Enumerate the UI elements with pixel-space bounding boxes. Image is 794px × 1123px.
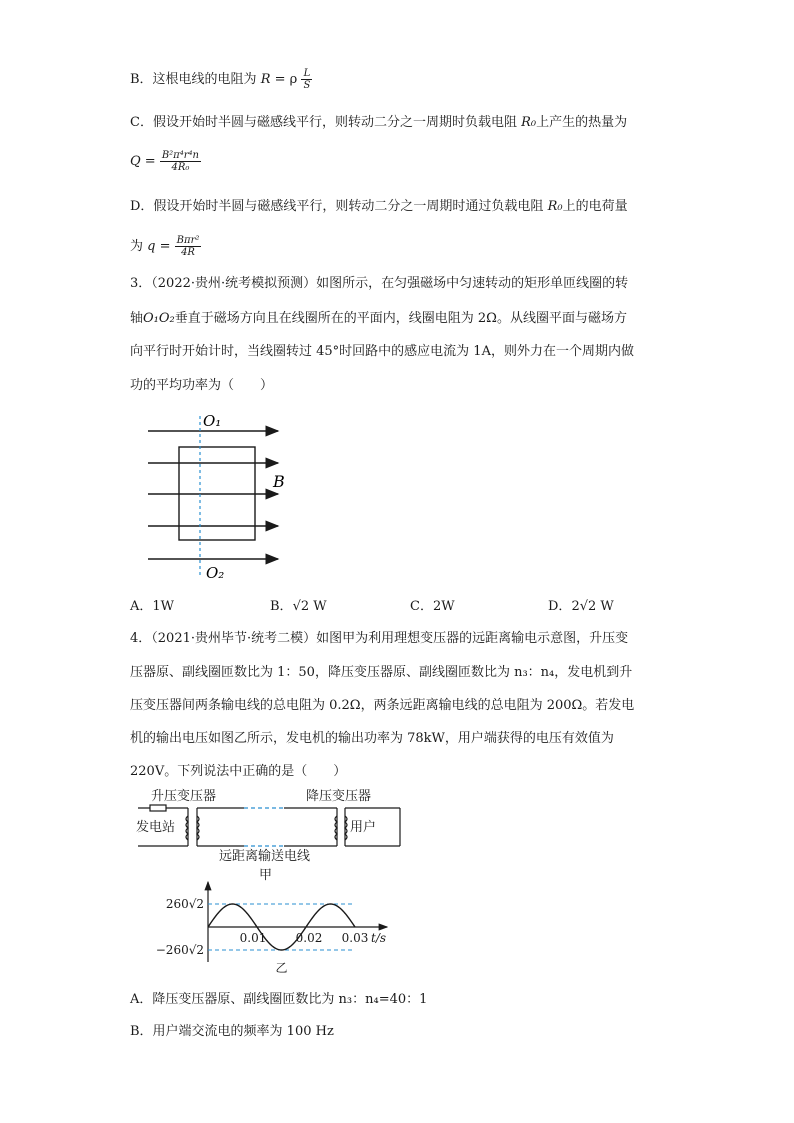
label-step-up: 升压变压器 <box>151 789 217 804</box>
formula-q: Q = <box>130 154 156 169</box>
option-value: 2√2 W <box>571 599 614 614</box>
fraction-denominator: S <box>303 80 311 91</box>
x-tick-0.01: 0.01 <box>239 931 267 945</box>
q4-line5: 220V。下列说法中正确的是（ ） <box>130 764 347 779</box>
q3-line4: 功的平均功率为（ ） <box>130 378 274 393</box>
caption-b: 乙 <box>275 961 288 975</box>
y-tick-max: 260√2 <box>165 897 204 911</box>
label-o2: O₂ <box>206 564 225 582</box>
label-station: 发电站 <box>136 820 176 835</box>
coil-field-figure <box>140 408 300 583</box>
formula-q: q = <box>147 239 171 254</box>
caption-a: 甲 <box>259 868 273 883</box>
option-c-line2 <box>130 150 201 173</box>
q3-option-b[interactable] <box>270 597 327 617</box>
q3-text: 轴 <box>130 311 144 326</box>
axis-symbol: O₁O₂ <box>143 311 175 326</box>
formula-fraction <box>301 68 312 91</box>
option-label: D． <box>548 599 572 614</box>
q3-option-c[interactable] <box>410 597 455 617</box>
q3-line3: 向平行时开始计时，当线圈转过 45°时回路中的感应电流为 1A，则外力在一个周期内做 <box>130 344 634 359</box>
option-value: 1W <box>152 599 175 614</box>
option-c-line1 <box>130 113 627 133</box>
fraction-numerator: B²π⁴r⁴n <box>161 150 199 161</box>
label-line: 远距离输送电线 <box>219 849 311 864</box>
voltage-chart <box>150 880 400 975</box>
formula-fraction <box>175 235 202 258</box>
option-d-prefix: 为 <box>130 239 144 254</box>
q3-line2 <box>130 309 627 329</box>
option-value: √2 W <box>292 599 327 614</box>
q4-option-b[interactable]: B．用户端交流电的频率为 100 Hz <box>130 1024 334 1039</box>
option-value: 2W <box>432 599 455 614</box>
q4-line3: 压变压器间两条输电线的总电阻为 0.2Ω，两条远距离输电线的总电阻为 200Ω。若发电 <box>130 698 635 713</box>
y-tick-min: −260√2 <box>155 943 204 957</box>
fraction-denominator: 4R₀ <box>171 162 190 173</box>
option-d-line2 <box>130 235 201 258</box>
q4-line2: 压器原、副线圈匝数比为 1：50，降压变压器原、副线圈匝数比为 n₃：n₄，发电机到升 <box>130 665 633 680</box>
q3-line1: 3．（2022·贵州·统考模拟预测）如图所示，在匀强磁场中匀速转动的矩形单匝线圈的转 <box>130 276 629 291</box>
x-tick-0.03: 0.03 <box>341 931 369 945</box>
x-tick-0.02: 0.02 <box>295 931 323 945</box>
label-step-down: 降压变压器 <box>306 789 372 804</box>
q4-line1: 4．（2021·贵州毕节·统考二模）如图甲为利用理想变压器的远距离输电示意图，升压变 <box>130 631 629 646</box>
transmission-diagram <box>134 784 409 884</box>
q4-line4: 机的输出电压如图乙所示，发电机的输出功率为 78kW，用户端获得的电压有效值为 <box>130 731 614 746</box>
fraction-denominator: 4R <box>181 247 195 258</box>
x-axis-label: t/s <box>371 931 387 945</box>
fraction-numerator: Bπr² <box>176 235 200 246</box>
q3-text: 垂直于磁场方向且在线圈所在的平面内，线圈电阻为 2Ω。从线圈平面与磁场方 <box>174 311 627 326</box>
label-b: B <box>273 472 285 491</box>
q3-option-d[interactable] <box>548 597 614 617</box>
label-user: 用户 <box>350 820 377 835</box>
option-d-line1 <box>130 197 628 217</box>
option-b-text: B．这根电线的电阻为 <box>130 72 257 87</box>
formula-eq: = ρ <box>270 72 298 87</box>
option-c-text: C．假设开始时半圆与磁感线平行，则转动二分之一周期时负载电阻 <box>130 115 517 130</box>
option-c-text-end: 上产生的热量为 <box>536 115 628 130</box>
q3-option-a[interactable] <box>130 597 174 617</box>
symbol-r0: R₀ <box>547 199 563 214</box>
formula-fraction <box>160 150 201 173</box>
label-o1: O₁ <box>203 412 222 430</box>
option-label: C． <box>410 599 433 614</box>
fraction-numerator: L <box>301 68 312 80</box>
option-label: A． <box>130 599 153 614</box>
option-d-text-end: 上的电荷量 <box>562 199 628 214</box>
q4-option-a[interactable]: A．降压变压器原、副线圈匝数比为 n₃：n₄=40：1 <box>130 992 428 1007</box>
symbol-r0: R₀ <box>521 115 537 130</box>
formula-r: R <box>260 72 271 87</box>
option-label: B． <box>270 599 293 614</box>
option-b-line <box>130 68 312 91</box>
option-d-text: D．假设开始时半圆与磁感线平行，则转动二分之一周期时通过负载电阻 <box>130 199 544 214</box>
